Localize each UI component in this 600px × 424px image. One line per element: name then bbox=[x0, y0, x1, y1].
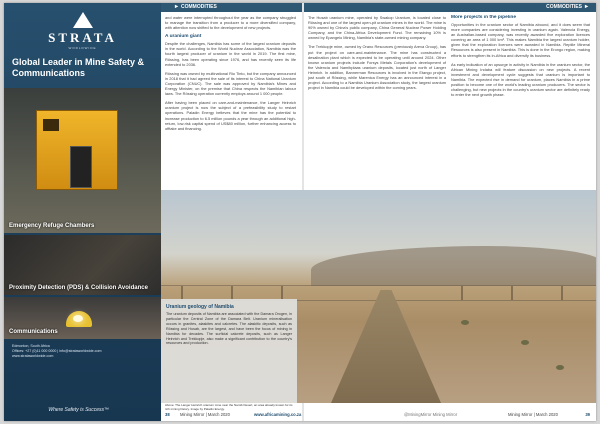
publication-label-left: Mining Mirror | March 2020 bbox=[180, 412, 230, 417]
distant-hill bbox=[311, 246, 596, 286]
ad-website-link[interactable]: www.strataworldwide.com bbox=[12, 354, 54, 358]
article-paragraph: and water were interrupted throughout the year as the company struggled to manage the transition from a producer to a more diversified company, with attention now shifted to the development of new projects. bbox=[165, 15, 296, 31]
ad-contact-line: Offices: +27 (0)11 000 0000 | info@strataworldwide.com bbox=[12, 349, 102, 353]
section-header-right bbox=[304, 3, 596, 12]
ad-contact bbox=[12, 344, 101, 359]
chamber-panel bbox=[43, 119, 59, 131]
cap-lamp-icon bbox=[73, 315, 83, 322]
strata-advertisement[interactable] bbox=[4, 3, 161, 421]
article-column-3 bbox=[451, 15, 590, 187]
sidebar-heading: Uranium geology of Namibia bbox=[166, 304, 234, 310]
fence-post bbox=[281, 286, 283, 300]
geology-sidebar bbox=[161, 299, 297, 403]
desert-shrub bbox=[521, 340, 529, 345]
section-label: COMMODITIES bbox=[546, 4, 582, 10]
logo-text: STRATA bbox=[48, 30, 117, 45]
ad-contact-line: Edmonton, South Africa bbox=[12, 344, 50, 348]
desert-shrub bbox=[556, 365, 564, 370]
section-label: COMMODITIES bbox=[181, 4, 217, 10]
chevron-right-icon: ▸ bbox=[175, 4, 179, 10]
article-paragraph: The Trekkopje mine, owned by Orano Resources (previously Areva Group), has put the project on care-and-maintenance. The mine has constructed a desalination plant which is expected to be operating until around 2024. Other known uranium projects include Forsys Metals Corporation's development of the Valencia and Namibplaas uranium deposits, located just north of Langer Heinrich. In addition, Bannerman Resources is involved in the Etango project, just south of Rössing, while Marenica Energy has an announced interest in a project. According to a Namibia Uranium Association study, the largest uranium project in Namibia could be developed within the coming years. bbox=[308, 44, 446, 91]
chamber-door bbox=[70, 146, 92, 188]
fence-post bbox=[511, 286, 513, 300]
logo-subtext: WORLDWIDE bbox=[68, 46, 97, 50]
subheading: A uranium giant bbox=[165, 34, 202, 40]
social-handles[interactable]: @MiningMirror Mining Mirror bbox=[404, 412, 458, 417]
article-paragraph: The Husab uranium mine, operated by Swakop Uranium, is located close to Rössing and one of the largest open-pit uranium mines in the world. The mine is 90% owned by China's public company, China General Nuclear Power Holding Company, and the China-Africa Development Fund. The remaining 10% is owned by Epangelo Mining, Namibia's state-owned mining company. bbox=[308, 15, 446, 41]
subheading: More projects in the pipeline bbox=[451, 15, 517, 20]
gravel-road bbox=[331, 290, 441, 403]
sidebar-body: The uranium deposits of Namibia are associated with the Damara Orogen, in particular the Central Zone of the Damara Belt. Uranium mineralisation occurs in granites, alaskites and calcretes. The alaskitic deposits, such as Rössing and Husab, are the largest, and have been the focus of mining in Namibia for decades. The surficial calcrete deposits, such as Langer Heinrich and Trekkopje, also make a significant contribution to the country's resources and production. bbox=[166, 312, 292, 346]
fence-post bbox=[461, 286, 463, 300]
article-paragraph: Rössing was owned by multinational Rio Tinto, but the company announced in 2018 that it had agreed the sale of its interest to China National Uranium Corporation (CNUC). The sale was approved by Namibia's Mines and Energy Minister, on the premise that China respects the Namibian labour laws. The Rössing operation currently employs around 1 000 people. bbox=[165, 70, 296, 97]
publication-label-right: Mining Mirror | March 2020 bbox=[508, 412, 558, 417]
page-number-left: 38 bbox=[165, 412, 170, 417]
magazine-spread bbox=[4, 3, 596, 421]
desert-shrub bbox=[461, 320, 469, 325]
page-number-right: 39 bbox=[585, 412, 590, 417]
photo-caption-refuge: Emergency Refuge Chambers bbox=[9, 223, 95, 229]
ad-tagline: Where Safety is Success™ bbox=[48, 407, 109, 413]
proximity-detection-photo bbox=[4, 235, 161, 295]
article-column-2 bbox=[308, 15, 446, 187]
chevron-right-icon: ▸ bbox=[584, 4, 588, 10]
article-paragraph: After having been placed on care-and-maintenance, the Langer Heinrich uranium project is now the subject of a prefeasibility study to restart operations. Paladin Energy believes that the mine has the potential to increase production to 6.5 million pounds a year through an additional high-return, low-risk capital spend of US$80 million, further enhancing access to offtake and financing. bbox=[165, 100, 296, 131]
section-header-left bbox=[161, 3, 302, 12]
fence-post bbox=[181, 286, 183, 300]
website-link[interactable]: www.africamining.co.za bbox=[254, 412, 302, 417]
fence-post bbox=[231, 286, 233, 300]
photo-caption-proximity: Proximity Detection (PDS) & Collision Avoidance bbox=[9, 285, 148, 291]
strata-triangle-icon bbox=[73, 12, 93, 28]
article-paragraph: Opportunities in the uranium sector of Namibia abound, and it does seem that more companies are considering investing in uranium again. Valencia Energy, an Australian-based company, was recently awarded five exploration licences covering an area of 1 000 km². This makes Namibia the largest uranium holder, given that the exploration licences were awarded in Namibia. Reptile Mineral Resources is also present in Namibia. This is done in the Erongo region, making efforts to strengthen its in-Africa and diversify its business. bbox=[451, 22, 590, 58]
refuge-chamber-photo bbox=[4, 88, 161, 233]
photo-caption-communications: Communications bbox=[9, 329, 58, 335]
communications-photo bbox=[4, 297, 161, 339]
fence-post bbox=[561, 286, 563, 300]
ad-headline: Global Leader in Mine Safety & Communications bbox=[12, 57, 145, 78]
article-paragraph: Despite the challenges, Namibia has some of the largest uranium deposits in the world. According to the World Nuclear Association, Namibia was the fourth largest producer of uranium in the world in 2019. The first mine, Rössing, has been operating since 1976, and has recently seen its life extended to 2036. bbox=[165, 41, 296, 67]
strata-logo bbox=[4, 12, 161, 50]
article-paragraph: As early indication of an upsurge in activity in Namibia in the uranium sector, the African Mining Indaba will feature discussion on new projects. A recent investment and development cycle suggests that uranium is important to Namibia. The expected rise in demand for uranium, places Namibia in a prime position to become one of the world's leading uranium producers. The sector is challenging, but new projects in the country's uranium sector are definitely ready to enter the next growth phase. bbox=[451, 61, 590, 98]
refuge-chamber-icon bbox=[36, 110, 118, 190]
image-caption: Above: The Langer Heinrich uranium mine near the Namib Desert, an area already known for its rich mining history. Image by Paladin Energy. bbox=[165, 403, 293, 411]
